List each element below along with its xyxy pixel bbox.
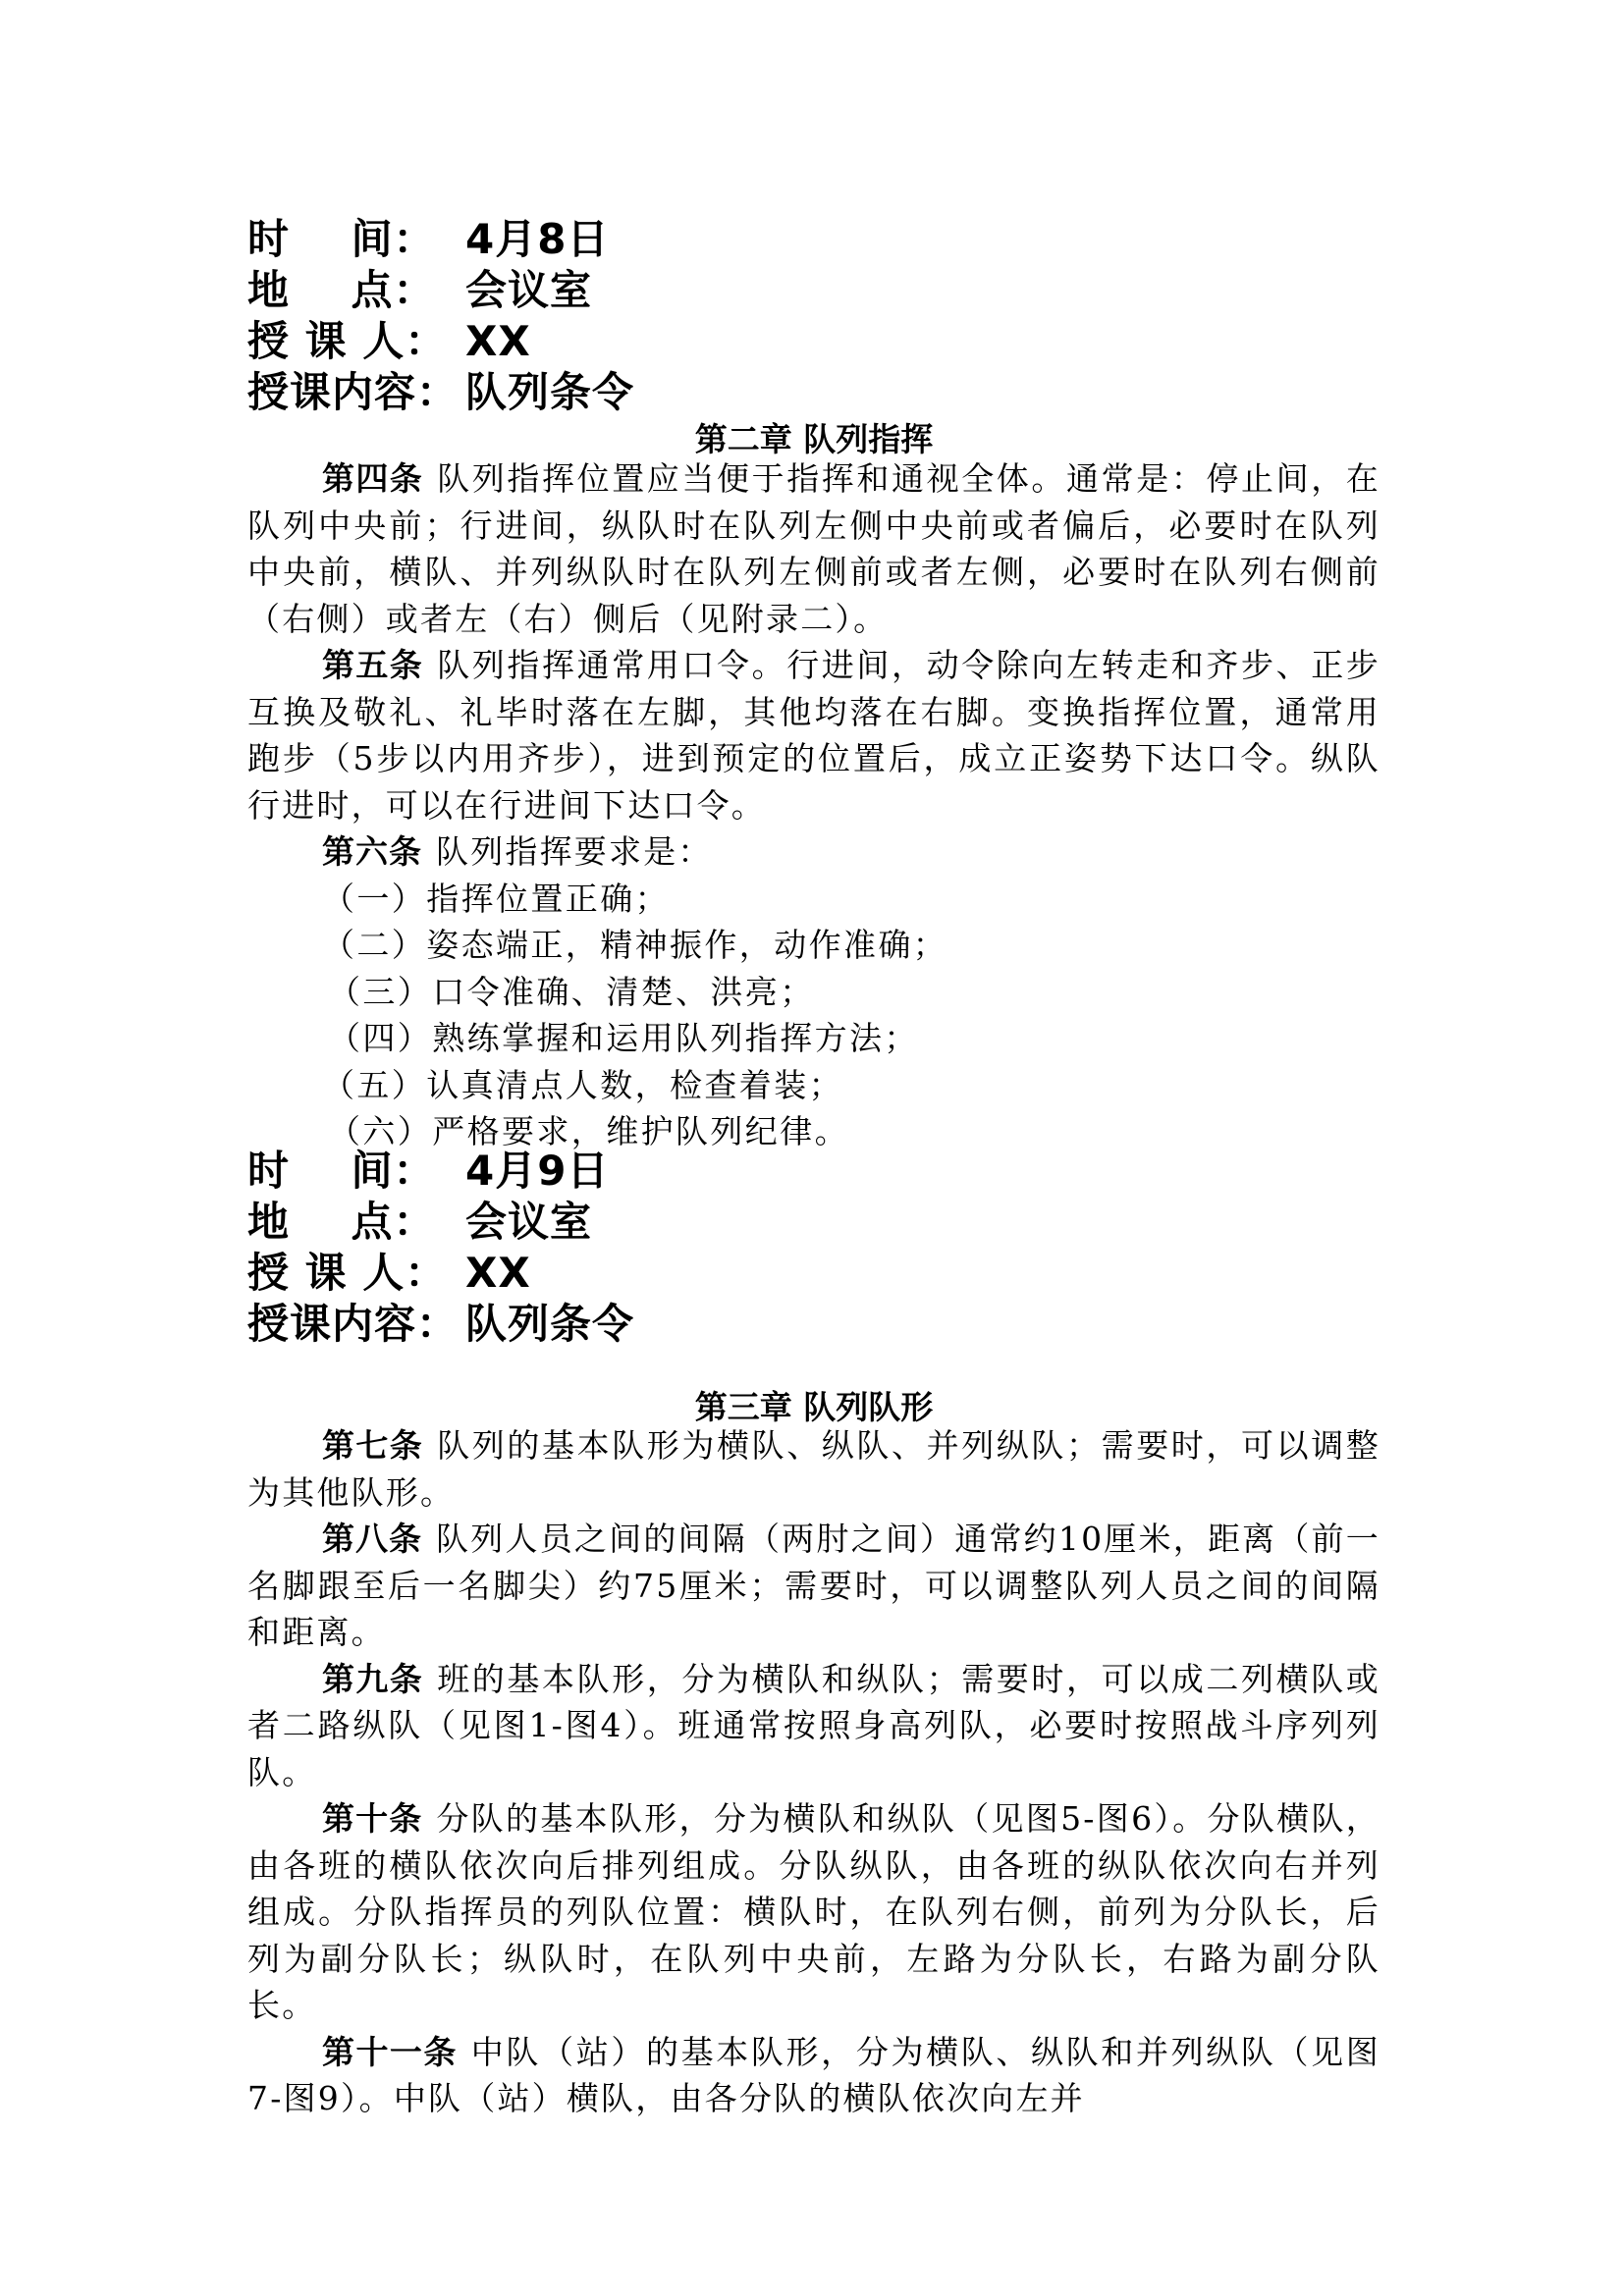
session1-time-line [247, 214, 634, 265]
article-9 [247, 1656, 1380, 1796]
article-11 [247, 2029, 1380, 2122]
lecturer-value: XX [465, 1249, 531, 1297]
article-6-title: 第六条 [322, 832, 422, 871]
place-value: 会议室 [465, 266, 593, 314]
session2-time-line [247, 1146, 634, 1197]
chapter2-title: 第二章 队列指挥 [694, 420, 934, 458]
lecturer-label: 授 课 人： [247, 1249, 448, 1297]
content-label: 授课内容： [247, 368, 460, 416]
session2-content-line [247, 1299, 634, 1350]
place-label: 地 点： [247, 1198, 436, 1246]
session2-place-line [247, 1197, 634, 1248]
article-8 [247, 1516, 1380, 1656]
lecturer-value: XX [465, 317, 531, 365]
article-6-item: （四）熟练掌握和运用队列指挥方法； [328, 1019, 919, 1057]
session1-place-line [247, 265, 634, 316]
article-5-title: 第五条 [322, 646, 424, 684]
content-value: 队列条令 [465, 368, 635, 416]
content-value: 队列条令 [465, 1300, 635, 1348]
article-4 [247, 455, 1380, 642]
chapter2-body [247, 455, 1380, 1155]
article-5-text: 队列指挥通常用口令。行进间，动令除向左转走和齐步、正步互换及敬礼、礼毕时落在左脚，其他均落在右脚。变换指挥位置，通常用跑步（5步以内用齐步），进到预定的位置后，成立正姿势下达口令。纵队行进时，可以在行进间下达口令。 [247, 646, 1380, 825]
article-6-item: （三）口令准确、清楚、洪亮； [328, 972, 815, 1011]
session1-info [247, 214, 634, 418]
session2-info [247, 1146, 634, 1350]
article-10-text: 分队的基本队形，分为横队和纵队（见图5-图6）。分队横队，由各班的横队依次向后排列组成。分队纵队，由各班的纵队依次向右并列组成。分队指挥员的列队位置：横队时，在队列右侧，前列为分队长，后列为副分队长；纵队时，在队列中央前，左路为分队长，右路为副分队长。 [247, 1799, 1380, 2024]
chapter3-body [247, 1422, 1380, 2122]
lecturer-label: 授 课 人： [247, 317, 448, 365]
article-5 [247, 642, 1380, 828]
article-10 [247, 1795, 1380, 2029]
article-11-title: 第十一条 [322, 2032, 458, 2071]
article-6-item: （二）姿态端正，精神振作，动作准确； [322, 926, 948, 964]
time-value: 4月8日 [465, 215, 610, 263]
chapter3-title: 第三章 队列队形 [694, 1388, 934, 1426]
time-label: 时 间： [247, 215, 436, 263]
session1-content-line [247, 367, 634, 418]
session1-lecturer-line [247, 316, 634, 367]
place-value: 会议室 [465, 1198, 593, 1246]
article-6-text: 队列指挥要求是： [436, 832, 713, 871]
session2-lecturer-line [247, 1248, 634, 1299]
article-7-text: 队列的基本队形为横队、纵队、并列纵队；需要时，可以调整为其他队形。 [247, 1426, 1380, 1512]
time-label: 时 间： [247, 1147, 436, 1195]
article-4-text: 队列指挥位置应当便于指挥和通视全体。通常是：停止间，在队列中央前；行进间，纵队时在队列左侧中央前或者偏后，必要时在队列中央前，横队、并列纵队时在队列左侧前或者左侧，必要时在队列右侧前（右侧）或者左（右）侧后（见附录二）。 [247, 459, 1380, 638]
article-10-title: 第十条 [322, 1799, 423, 1838]
content-label: 授课内容： [247, 1300, 460, 1348]
article-9-text: 班的基本队形，分为横队和纵队；需要时，可以成二列横队或者二路纵队（见图1-图4）。班通常按照身高列队，必要时按照战斗序列列队。 [247, 1659, 1380, 1791]
article-4-title: 第四条 [322, 459, 424, 498]
article-6-item: （六）严格要求，维护队列纪律。 [328, 1112, 849, 1150]
article-11-text: 中队（站）的基本队形，分为横队、纵队和并列纵队（见图7-图9）。中队（站）横队，由各分队的横队依次向左并 [247, 2032, 1380, 2117]
article-8-title: 第八条 [322, 1520, 423, 1558]
article-6-item: （五）认真清点人数，检查着装； [322, 1065, 843, 1104]
article-7-title: 第七条 [322, 1426, 424, 1465]
article-6 [247, 828, 1380, 876]
time-value: 4月9日 [465, 1147, 610, 1195]
place-label: 地 点： [247, 266, 436, 314]
article-7 [247, 1422, 1380, 1516]
article-9-title: 第九条 [322, 1659, 424, 1698]
article-6-item: （一）指挥位置正确； [322, 879, 670, 918]
article-8-text: 队列人员之间的间隔（两肘之间）通常约10厘米，距离（前一名脚跟至后一名脚尖）约75厘米；需要时，可以调整队列人员之间的间隔和距离。 [247, 1520, 1381, 1651]
